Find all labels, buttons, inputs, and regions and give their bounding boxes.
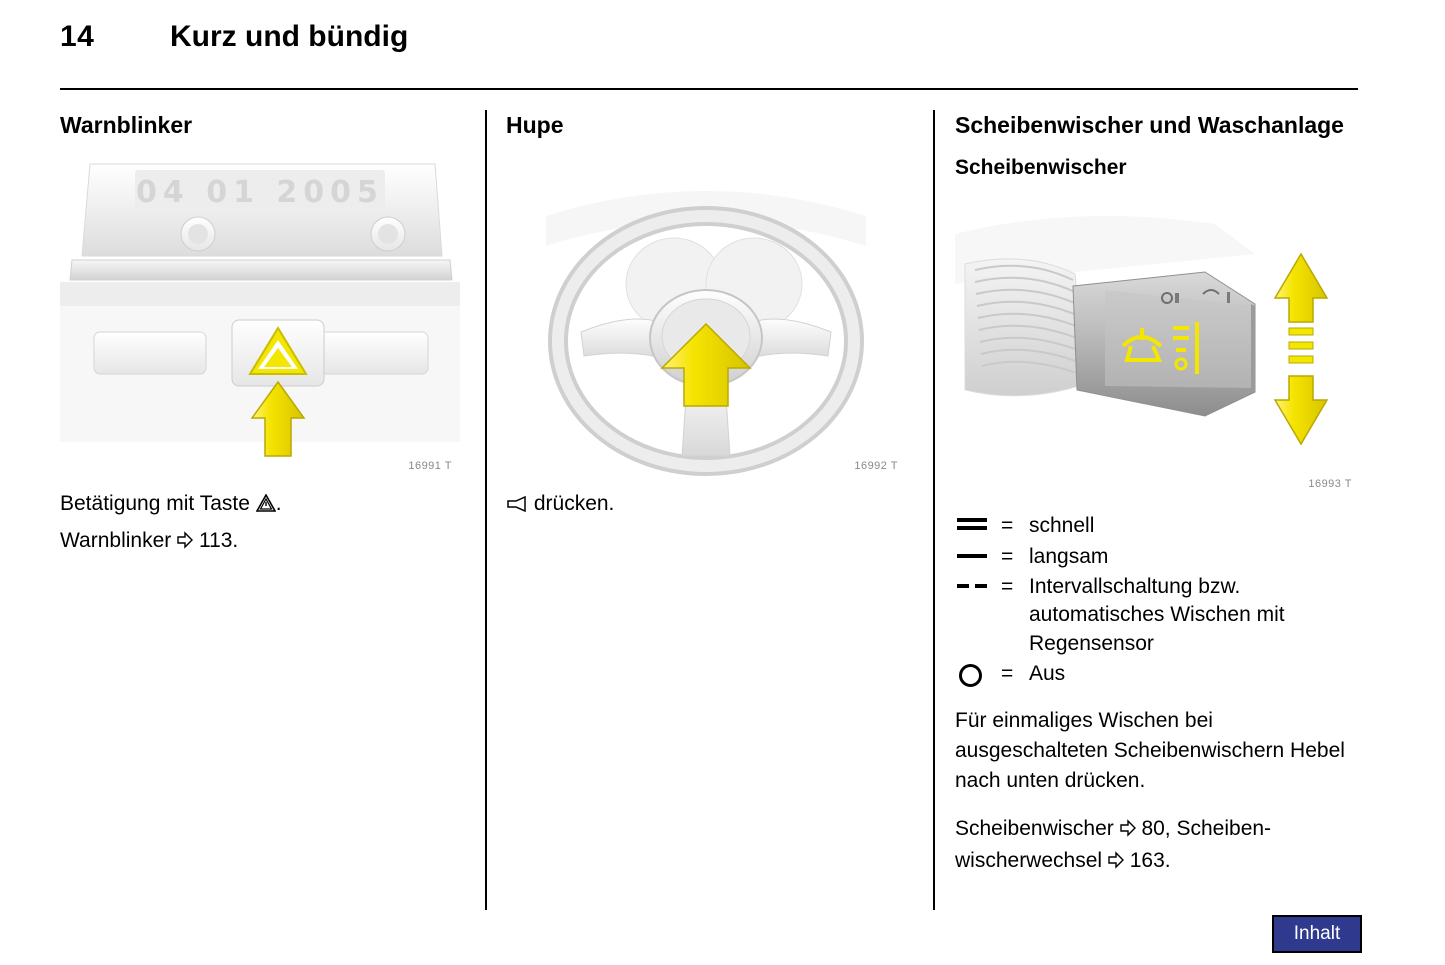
legend-equals: =	[1001, 662, 1014, 686]
horn-icon	[506, 492, 528, 520]
dashed-line-icon	[955, 573, 1001, 601]
hazard-triangle-icon	[256, 492, 276, 520]
legend-equals: =	[1001, 575, 1014, 599]
wiper-ref-label-2: wischerwechsel	[955, 848, 1103, 872]
warnblinker-line-2	[60, 527, 460, 557]
page-header	[60, 20, 1360, 80]
legend-row	[955, 660, 1360, 688]
wiper-ref-value-2: 163.	[1129, 848, 1171, 872]
wiper-stalk-illustration	[955, 194, 1360, 494]
double-line-icon	[955, 512, 1001, 540]
legend-equals: =	[1001, 514, 1014, 538]
page-reference-arrow-icon	[1108, 848, 1124, 878]
legend-label: Aus	[1029, 662, 1066, 686]
figure-code: 16991 T	[408, 460, 452, 473]
page-number: 14	[60, 20, 95, 53]
page-reference-arrow-icon	[1120, 816, 1136, 846]
figure-wiper-stalk	[955, 194, 1360, 494]
column-warnblinker	[60, 110, 460, 563]
svg-text:04 01 2005: 04 01 2005	[136, 175, 384, 211]
warnblinker-line-1-suffix: .	[275, 492, 282, 516]
column-scheibenwischer	[955, 110, 1360, 877]
legend-row	[955, 573, 1360, 658]
header-divider	[60, 88, 1358, 90]
wiper-legend	[955, 512, 1360, 688]
warnblinker-line-1	[60, 490, 460, 520]
warnblinker-line-1-prefix: Betätigung mit Taste	[60, 492, 250, 516]
legend-row	[955, 512, 1360, 540]
legend-label: schnell	[1029, 514, 1095, 538]
hazard-switch-illustration	[60, 156, 460, 476]
wiper-ref-label-1: Scheibenwischer	[955, 816, 1114, 840]
figure-code: 16992 T	[854, 460, 898, 473]
table-of-contents-button[interactable]: Inhalt	[1272, 915, 1362, 953]
warnblinker-line-2-suffix: 113.	[198, 528, 239, 552]
wiper-paragraph-2	[955, 814, 1360, 878]
legend-label: langsam	[1029, 544, 1109, 568]
legend-row	[955, 543, 1360, 571]
section-title-scheibenwischer-waschanlage: Scheibenwischer und Waschanlage	[955, 112, 1344, 138]
section-title-hupe: Hupe	[506, 112, 564, 138]
page-reference-arrow-icon	[177, 529, 193, 557]
single-line-icon	[955, 543, 1001, 571]
wiper-ref-value-1: 80, Scheiben-	[1141, 816, 1272, 840]
circle-off-icon	[955, 660, 1001, 688]
wiper-paragraph-1: Für einmaliges Wischen bei ausgeschalteten Scheibenwischern Hebel nach unten drücken.	[955, 709, 1345, 793]
legend-label: Intervallschaltung bzw. automatisches Wischen mit Regensensor	[1029, 575, 1285, 655]
page-title: Kurz und bündig	[170, 20, 409, 53]
figure-hazard-switch	[60, 156, 460, 476]
warnblinker-line-2-prefix: Warnblinker	[60, 528, 172, 552]
subsection-title-scheibenwischer: Scheibenwischer	[955, 156, 1127, 180]
column-divider-2	[933, 110, 935, 910]
column-hupe	[506, 110, 906, 527]
hupe-text	[506, 490, 906, 520]
figure-code: 16993 T	[1308, 478, 1352, 491]
hupe-text-label: drücken.	[533, 492, 615, 516]
steering-wheel-illustration	[506, 156, 906, 476]
stalk-position-markings	[1173, 322, 1199, 374]
section-title-warnblinker: Warnblinker	[60, 112, 193, 138]
legend-equals: =	[1001, 544, 1014, 568]
figure-steering-wheel	[506, 156, 906, 476]
column-divider-1	[485, 110, 487, 910]
